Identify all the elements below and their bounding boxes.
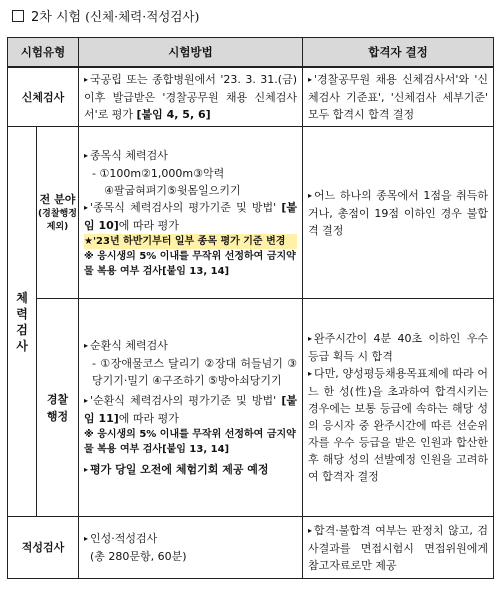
col-header-result: 합격자 결정 bbox=[303, 38, 494, 68]
physical-result: ▸ '경찰공무원 채용 신체검사서'와 '신체검사 기준표', '신체검사 세부기준' 모두 합격시 합격 결정 bbox=[303, 67, 494, 127]
triangle-bullet-icon: ▸ bbox=[84, 340, 89, 350]
triangle-bullet-icon: ▸ bbox=[84, 534, 89, 543]
fitness-police-result: ▸ 완주시간이 4분 40초 이하인 우수 등급 획득 시 합격 ▸ 다만, 양성평등채용목표제에 따라 어느 한 성(性)을 초과하여 합격시키는 경우에는 보통 등급에 속하는 해당 성의 응시자 중 완주시간에 따른 선순위자를 우수 등급을 받은 인원과 합산한 후 해당 성의 선발예정 인원을 고려하여 합격자 결정 bbox=[303, 299, 494, 517]
triangle-bullet-icon: ▸ bbox=[308, 525, 313, 535]
triangle-bullet-icon: ▸ bbox=[84, 150, 89, 160]
highlight-note: ★'23년 하반기부터 일부 종목 평가 기준 변경 bbox=[84, 234, 297, 249]
sub-label-all: 전 분야 (경찰행정 제외) bbox=[37, 127, 79, 299]
exam-table bbox=[7, 37, 494, 579]
section-heading bbox=[12, 6, 199, 25]
aptitude-method: ▸ 인성·적성검사 (총 280문항, 60분) bbox=[79, 517, 303, 579]
sub-label-police: 경찰 행정 bbox=[37, 299, 79, 517]
row-label-physical: 신체검사 bbox=[8, 67, 79, 127]
triangle-bullet-icon: ▸ bbox=[308, 75, 313, 84]
table-header-row bbox=[8, 38, 494, 68]
triangle-bullet-icon: ▸ bbox=[84, 464, 89, 474]
aptitude-result: ▸ 합격·불합격 여부는 판정치 않고, 검사결과를 면접시험시 면접위원에게 참고자료로만 제공 bbox=[303, 517, 494, 579]
col-header-type: 시험유형 bbox=[8, 38, 79, 68]
triangle-bullet-icon: ▸ bbox=[308, 190, 313, 200]
fitness-all-method: ▸ 종목식 체력검사 - ①100m②1,000m③악력 ④팔굽혀펴기⑤윗몸일으키기 ▸ '종목식 체력검사의 평가기준 및 방법' [붙임 10]에 따라 평가 ★'23년 하반기부터 일부 종목 평가 기준 변경 ※ 응시생의 5% 이내를 무작위 선정하여 금지약물 복용 여부 검사[붙임 13, 14] bbox=[79, 127, 303, 299]
triangle-bullet-icon: ▸ bbox=[84, 75, 89, 84]
checkbox-square-icon bbox=[12, 10, 24, 22]
triangle-bullet-icon: ▸ bbox=[84, 202, 89, 212]
row-label-aptitude: 적성검사 bbox=[8, 517, 79, 579]
heading-title: 2차 시험 bbox=[31, 10, 82, 25]
fitness-all-result: ▸ 어느 하나의 종목에서 1점을 취득하거나, 총점이 19점 이하인 경우 불합격 결정 bbox=[303, 127, 494, 299]
heading-subtitle: (신체·체력·적성검사) bbox=[85, 8, 200, 24]
table-row bbox=[8, 67, 494, 127]
drug-test-note: ※ 응시생의 5% 이내를 무작위 선정하여 금지약물 복용 여부 검사[붙임 13, 14] bbox=[84, 428, 296, 455]
triangle-bullet-icon: ▸ bbox=[84, 395, 89, 405]
table-row bbox=[8, 127, 494, 299]
row-label-fitness: 체 력 검 사 bbox=[8, 127, 37, 517]
fitness-police-method: ▸ 순환식 체력검사 - ①장애물코스 달리기 ②장대 허들넘기 ③당기기·밀기 ④구조하기 ⑤방아쇠당기기 ▸ '순환식 체력검사의 평가기준 및 방법' [붙임 11]에 따라 평가 ※ 응시생의 5% 이내를 무작위 선정하여 금지약물 복용 여부 검사[붙임 13, 14] ▸ 평가 당일 오전에 체험기회 제공 예정 bbox=[79, 299, 303, 517]
col-header-method: 시험방법 bbox=[79, 38, 303, 68]
triangle-bullet-icon: ▸ bbox=[308, 369, 313, 378]
table-row bbox=[8, 517, 494, 579]
table-row bbox=[8, 299, 494, 517]
triangle-bullet-icon: ▸ bbox=[308, 334, 313, 343]
drug-test-note: ※ 응시생의 5% 이내를 무작위 선정하여 금지약물 복용 여부 검사[붙임 13, 14] bbox=[84, 250, 296, 277]
physical-method: ▸ 국공립 또는 종합병원에서 '23. 3. 31.(금) 이후 발급받은 '경찰공무원 채용 신체검사서'로 평가 [붙임 4, 5, 6] bbox=[79, 67, 303, 127]
